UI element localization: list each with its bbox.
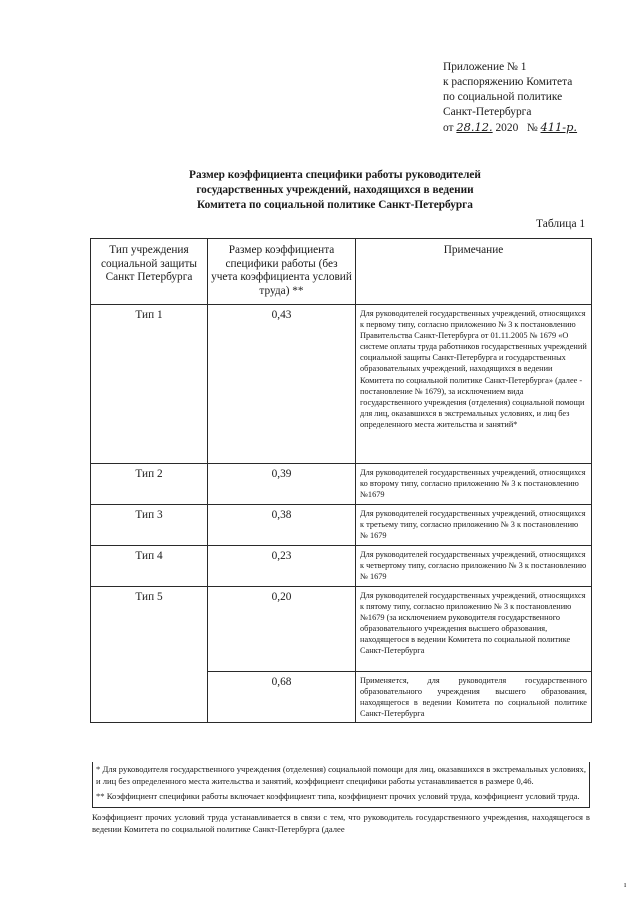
cell-type: Тип 2 [91, 464, 208, 505]
cell-note: Для руководителей государственных учреждений, относящихся к первому типу, согласно приложению № 3 к постановлению Правительства Санкт-Петербурга от 01.11.2005 № 1679 «О системе оплаты труда работников государственных учреждений социальной защиты Санкт-Петербурга и государственных образовательных учреждений, находящихся в ведении Комитета по социальной политике Санкт-Петербурга» (далее - постановление № 1679), за исключением вида государственного учреждения (отделения) социальной помощи для лиц, оказавшихся в экстремальных условиях, и лиц без определенного места жительства и занятий* [356, 305, 592, 464]
coefficient-table [90, 238, 592, 723]
cell-note: Для руководителей государственных учреждений, относящихся к пятому типу, согласно приложению № 3 к постановлению №1679 (за исключением руководителя государственного образовательного учреждения высшего образования, находящегося в ведении Комитета по социальной политике Санкт-Петербурга [356, 587, 592, 672]
margin-mark: ı [624, 880, 627, 889]
cell-type: Тип 3 [91, 505, 208, 546]
cell-coefficient: 0,68 [208, 672, 356, 723]
footnote-box [92, 762, 590, 808]
cell-coefficient: 0,20 [208, 587, 356, 672]
cell-coefficient: 0,39 [208, 464, 356, 505]
cell-note: Для руководителей государственных учреждений, относящихся к третьему типу, согласно приложению № 3 к постановлению № 1679 [356, 505, 592, 546]
footnote-single-star: * Для руководителя государственного учреждения (отделения) социальной помощи для лиц, оказавшихся в экстремальных условиях, и лиц без определенного места жительства и занятий, коэффициент специфики работы устанавливается в размере 0,46. [96, 764, 586, 786]
header-type: Тип учреждения социальной защиты Санкт Петербурга [91, 239, 208, 305]
annex-date-line [443, 120, 633, 136]
table-row [91, 305, 592, 464]
table-row [91, 546, 592, 587]
header-note: Примечание [356, 239, 592, 305]
title-line-1: Размер коэффициента специфики работы руководителей [189, 169, 481, 181]
table-label: Таблица 1 [536, 218, 586, 230]
table-row [91, 505, 592, 546]
cell-type: Тип 4 [91, 546, 208, 587]
date-year: 2020 [495, 122, 519, 134]
annex-line-2: к распоряжению Комитета [443, 76, 573, 88]
annex-block [443, 60, 633, 136]
footnotes [92, 762, 590, 838]
cell-coefficient: 0,23 [208, 546, 356, 587]
cell-note: Для руководителей государственных учреждений, относящихся ко второму типу, согласно приложению № 3 к постановлению №1679 [356, 464, 592, 505]
annex-line-4: Санкт-Петербурга [443, 106, 532, 118]
table-row [91, 464, 592, 505]
cell-coefficient: 0,38 [208, 505, 356, 546]
table-row [91, 587, 592, 672]
cell-type: Тип 5 [91, 587, 208, 723]
header-coefficient: Размер коэффициента специфики работы (без учета коэффициента условий труда) ** [208, 239, 356, 305]
cell-coefficient: 0,43 [208, 305, 356, 464]
table-header-row [91, 239, 592, 305]
cell-type: Тип 1 [91, 305, 208, 464]
date-prefix: от [443, 122, 454, 134]
annex-line-3: по социальной политике [443, 91, 563, 103]
handwritten-date: 28.12. [456, 120, 493, 134]
handwritten-number: 411-р. [540, 120, 578, 134]
document-title [140, 168, 530, 213]
cell-note: Применяется, для руководителя государственного образовательного учреждения высшего образования, находящегося в ведении Комитета по социальной политике Санкт-Петербурга [356, 672, 592, 723]
cell-note: Для руководителей государственных учреждений, относящихся к четвертому типу, согласно приложению № 3 к постановлению № 1679 [356, 546, 592, 587]
title-line-3: Комитета по социальной политике Санкт-Петербурга [197, 199, 473, 211]
footnote-double-star: ** Коэффициент специфики работы включает коэффициент типа, коэффициент прочих условий труда, коэффициент условий труда. [96, 791, 580, 801]
title-line-2: государственных учреждений, находящихся в ведении [196, 184, 474, 196]
number-prefix: № [526, 122, 538, 134]
annex-line-1: Приложение № 1 [443, 61, 527, 73]
footnote-paragraph: Коэффициент прочих условий труда устанавливается в связи с тем, что руководитель государственного учреждения, находящегося в ведении Комитета по социальной политике Санкт-Петербурга (далее [92, 812, 590, 834]
